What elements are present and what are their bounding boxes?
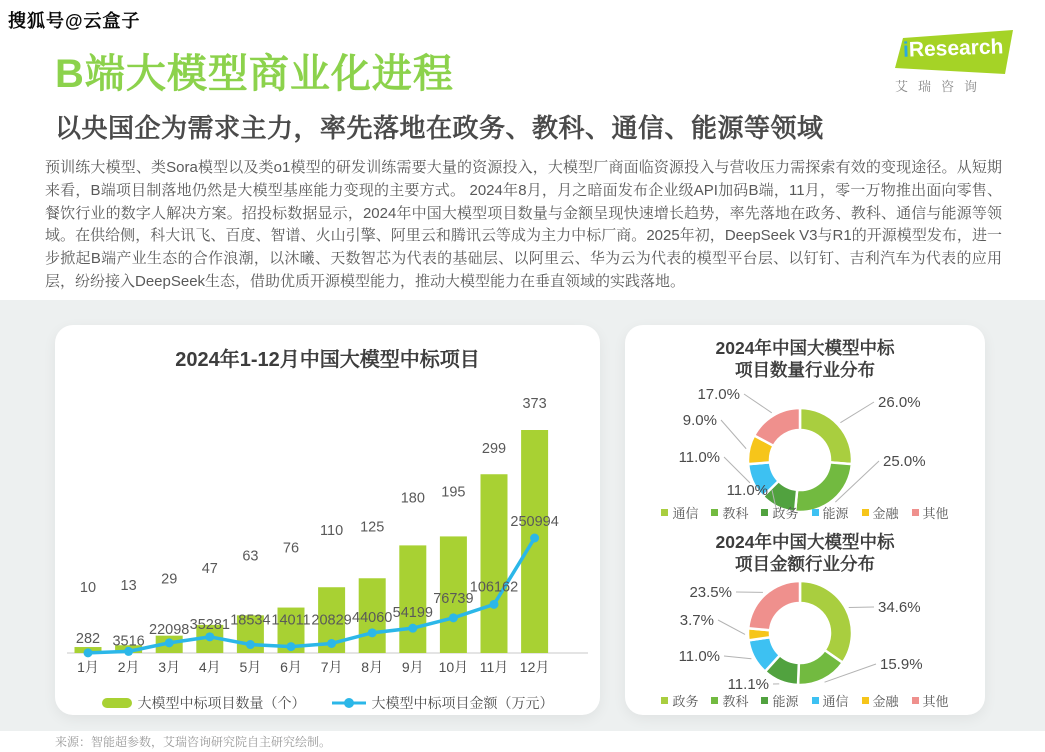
legend-swatch — [812, 509, 819, 516]
legend-item — [812, 503, 849, 522]
svg-text:6月: 6月 — [280, 659, 302, 675]
legend-item — [912, 691, 949, 710]
svg-text:11月: 11月 — [479, 659, 509, 675]
legend-swatch — [661, 697, 668, 704]
svg-text:35281: 35281 — [189, 616, 230, 633]
svg-text:4月: 4月 — [198, 659, 221, 675]
svg-text:76739: 76739 — [433, 590, 474, 607]
svg-text:9月: 9月 — [401, 659, 424, 675]
donut-charts-card — [625, 325, 985, 715]
bar-swatch — [102, 698, 132, 708]
svg-text:15.9%: 15.9% — [880, 656, 923, 673]
svg-text:13: 13 — [120, 578, 137, 595]
legend-label: 政务 — [772, 506, 799, 521]
legend-item — [661, 691, 698, 710]
x-axis-labels — [77, 659, 549, 675]
svg-text:180: 180 — [400, 490, 425, 507]
logo-research: Research — [908, 35, 1004, 62]
donut2-title-line2: 项目金额行业分布 — [735, 554, 875, 574]
svg-text:76: 76 — [282, 540, 300, 557]
legend-item-line — [332, 693, 554, 713]
svg-text:106162: 106162 — [469, 579, 519, 596]
legend-item — [661, 503, 698, 522]
svg-text:125: 125 — [360, 519, 385, 536]
logo-wordmark — [903, 35, 1004, 62]
legend-item-bar — [102, 693, 306, 713]
svg-text:9.0%: 9.0% — [682, 412, 717, 429]
iresearch-logo — [893, 28, 1015, 92]
legend-swatch — [761, 509, 768, 516]
legend-label: 通信 — [822, 694, 849, 709]
svg-text:12月: 12月 — [519, 659, 550, 675]
legend-swatch — [711, 697, 718, 704]
legend-swatch — [661, 509, 668, 516]
svg-text:17.0%: 17.0% — [697, 386, 740, 403]
legend-item — [862, 503, 899, 522]
svg-text:3516: 3516 — [112, 633, 145, 650]
donut-slices — [748, 581, 852, 685]
svg-text:2月: 2月 — [117, 659, 140, 675]
combo-chart-title: 2024年1-12月中国大模型中标项目 — [175, 349, 480, 371]
legend-swatch — [912, 697, 919, 704]
svg-text:10: 10 — [79, 580, 97, 597]
legend-item — [862, 691, 899, 710]
svg-text:299: 299 — [481, 441, 507, 458]
svg-text:11.1%: 11.1% — [727, 676, 769, 693]
svg-text:11.0%: 11.0% — [726, 482, 768, 499]
donut1-title-line1: 2024年中国大模型中标 — [715, 338, 895, 358]
svg-text:7月: 7月 — [320, 659, 343, 675]
svg-text:14011: 14011 — [271, 612, 311, 629]
legend-item — [711, 503, 748, 522]
svg-text:8月: 8月 — [361, 659, 384, 675]
legend-swatch — [761, 697, 768, 704]
legend-label: 金融 — [872, 506, 899, 521]
donut2-legend — [625, 691, 985, 710]
legend-label: 大模型中标项目金额（万元） — [371, 695, 554, 711]
svg-text:373: 373 — [522, 396, 547, 412]
legend-item — [761, 503, 798, 522]
legend-label: 大模型中标项目数量（个） — [137, 695, 306, 711]
legend-label: 教科 — [722, 506, 749, 521]
svg-text:5月: 5月 — [239, 659, 262, 675]
donut1-title-line2: 项目数量行业分布 — [735, 360, 875, 380]
donut1-legend — [625, 503, 985, 522]
legend-item — [711, 691, 748, 710]
source-note: 来源：智能超参数，艾瑞咨询研究院自主研究绘制。 — [55, 735, 332, 749]
combo-chart — [55, 377, 600, 687]
legend-label: 政务 — [672, 694, 699, 709]
svg-text:47: 47 — [201, 560, 218, 577]
legend-swatch — [862, 697, 869, 704]
watermark: 搜狐号@云盒子 — [8, 11, 141, 31]
svg-text:44060: 44060 — [352, 609, 393, 626]
svg-text:54199: 54199 — [392, 605, 433, 622]
svg-text:250994: 250994 — [510, 514, 559, 530]
svg-text:1月: 1月 — [77, 659, 99, 675]
legend-label: 其他 — [922, 694, 949, 709]
body-paragraph: 预训练大模型、类Sora模型以及类o1模型的研发训练需要大量的资源投入，大模型厂商面临资源投入与营收压力需探索有效的变现途径。从短期来看，B端项目制落地仍然是大模型基座能力变现的主要方式。 2024年8月，月之暗面发布企业级API加码B端，11月，零一万物推出面向零售、餐饮行业的数字人解决方案。招投标数据显示，2024年中国大模型项目数量与金额呈现快速增长趋势，率先落地在政务、教科、通信与能源等领域。在供给侧，科大讯飞、百度、智谱、火山引擎、阿里云和腾讯云等成为主力中标厂商。2025年初，DeepSeek V3与R1的开源模型发布，进一步掀起B端产业生态的合作浪潮，以沐曦、天数智芯为代表的基础层、以阿里云、华为云为代表的模型平台层、以钉钉、吉利汽车为代表的应用层，纷纷接入DeepSeek生态，借助优质开源模型能力，推动大模型能力在垂直领域的实践落地。 — [45, 159, 1002, 290]
svg-text:63: 63 — [242, 548, 259, 565]
legend-swatch — [862, 509, 869, 516]
svg-text:18534: 18534 — [230, 612, 271, 629]
line-swatch — [332, 697, 366, 709]
logo-i: i — [902, 38, 910, 62]
svg-text:3月: 3月 — [158, 659, 181, 675]
legend-label: 教科 — [722, 694, 749, 709]
legend-item — [761, 691, 798, 710]
svg-text:110: 110 — [320, 523, 344, 540]
bar-value-labels — [80, 396, 547, 596]
svg-text:23.5%: 23.5% — [689, 584, 732, 601]
legend-label: 能源 — [772, 694, 799, 709]
svg-text:11.0%: 11.0% — [678, 648, 720, 665]
page-title: B端大模型商业化进程 — [55, 52, 454, 96]
svg-text:34.6%: 34.6% — [878, 599, 921, 616]
legend-label: 通信 — [672, 506, 699, 521]
svg-text:22098: 22098 — [149, 621, 190, 638]
svg-text:10月: 10月 — [438, 659, 469, 675]
combo-chart-card — [55, 325, 600, 715]
svg-text:282: 282 — [75, 630, 101, 647]
combo-chart-legend — [55, 693, 600, 713]
svg-text:29: 29 — [161, 571, 178, 588]
donut-percent-labels — [679, 386, 926, 499]
legend-swatch — [912, 509, 919, 516]
page-subtitle: 以央国企为需求主力，率先落地在政务、教科、通信、能源等领域 — [55, 113, 824, 143]
legend-label: 能源 — [822, 506, 849, 521]
svg-text:25.0%: 25.0% — [883, 453, 926, 470]
svg-text:26.0%: 26.0% — [878, 394, 921, 411]
svg-text:11.0%: 11.0% — [678, 449, 720, 466]
svg-text:20829: 20829 — [311, 612, 352, 629]
legend-item — [812, 691, 849, 710]
legend-item — [912, 503, 949, 522]
donut2-title-line1: 2024年中国大模型中标 — [715, 532, 895, 552]
legend-label: 其他 — [922, 506, 949, 521]
legend-swatch — [711, 509, 718, 516]
legend-label: 金融 — [872, 694, 899, 709]
svg-text:195: 195 — [441, 484, 466, 501]
legend-swatch — [812, 697, 819, 704]
svg-text:3.7%: 3.7% — [679, 612, 714, 629]
logo-caption: 艾瑞咨询 — [895, 79, 988, 94]
